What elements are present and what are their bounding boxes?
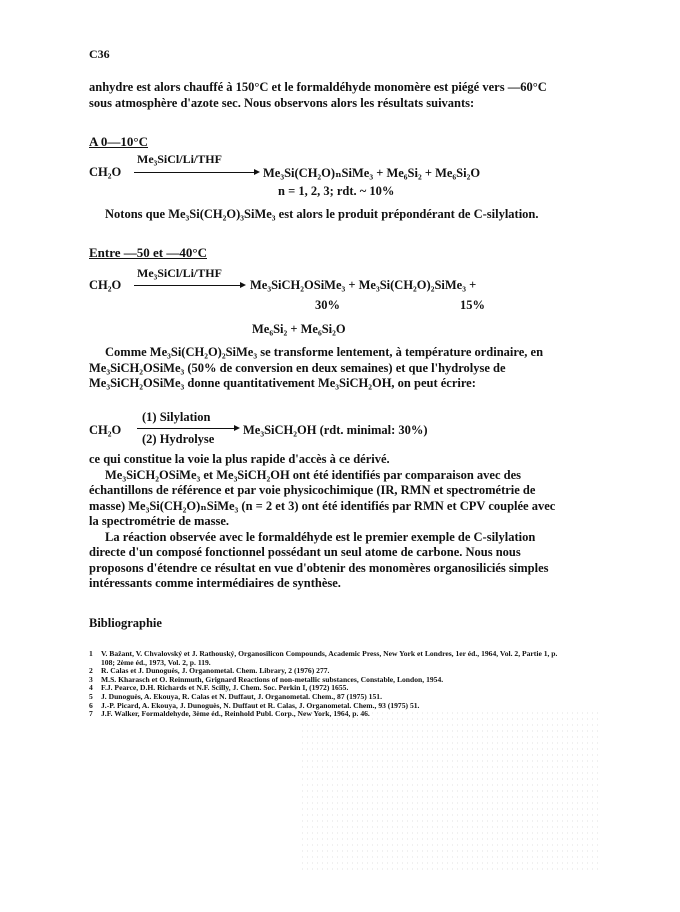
- eq2-reactant: CH₂O: [89, 278, 122, 292]
- eq2-product: Me₃SiCH₂OSiMe₃ + Me₃Si(CH₂O)₂SiMe₃ +: [250, 278, 477, 292]
- reference-item: [89, 650, 559, 667]
- eq2-yield1: 30%: [315, 298, 340, 312]
- final-paragraph: La réaction observée avec le formaldéhyde est le premier exemple de C-silylation directe d'un composé fonctionnel possédant un seul atome de carbone. Nous nous proposons d'étendre ce résultat en vue d'obtenir des monomères organosiliciés simples intéressants comme intermédiaires de synthèse.: [89, 529, 549, 590]
- reference-number: 3: [89, 674, 93, 684]
- reference-number: 4: [89, 683, 93, 693]
- eq2-yield2: 15%: [460, 298, 485, 312]
- section2-heading: Entre —50 et —40°C: [89, 245, 207, 260]
- eq3-reactant: CH₂O: [89, 423, 122, 437]
- eq3-step2: (2) Hydrolyse: [142, 432, 215, 446]
- eq3-step1: (1) Silylation: [142, 410, 211, 424]
- bibliography-title: Bibliographie: [89, 616, 162, 630]
- comme-paragraph: [89, 345, 559, 392]
- eq2-reagent: Me₃SiCl/Li/THF: [137, 266, 222, 280]
- note-paragraph: [89, 207, 559, 223]
- reference-text: R. Calas et J. Dunoguès, J. Organometal. Chem. Library, 2 (1976) 277.: [101, 666, 330, 676]
- comme-text: Comme Me₃Si(CH₂O)₂SiMe₃ se transforme lentement, à température ordinaire, en Me₃SiCH₂OSiMe₃ (50% de conversion en deux semaines) et que l'hydrolyse de Me₃SiCH₂OSiMe₃ donne quantitativement Me₃SiCH₂OH, on peut écrire:: [89, 345, 544, 390]
- eq1-reactant: CH₂O: [89, 165, 122, 179]
- intro-paragraph: [89, 80, 559, 111]
- reference-number: 7: [89, 709, 93, 719]
- conclusion-block: [89, 452, 559, 592]
- reference-text: J.-P. Picard, A. Ekouya, J. Dunoguès, N. Duffaut et R. Calas, J. Organometal. Chem., 93 (1975) 51.: [101, 700, 420, 710]
- scan-noise: [300, 710, 600, 870]
- eq1-condition: n = 1, 2, 3; rdt. ~ 10%: [278, 184, 395, 198]
- eq3-product: Me₃SiCH₂OH (rdt. minimal: 30%): [243, 423, 428, 437]
- reference-number: 5: [89, 691, 93, 701]
- page-number: C36: [89, 47, 110, 61]
- reference-text: M.S. Kharasch et O. Reinmuth, Grignard Reactions of non-metallic substances, Constable, London, 1954.: [101, 674, 444, 684]
- eq1-product: Me₃Si(CH₂O)ₙSiMe₃ + Me₆Si₂ + Me₆Si₂O: [263, 166, 481, 180]
- reference-text: J.F. Walker, Formaldehyde, 3ème éd., Reinhold Publ. Corp., New York, 1964, p. 46.: [101, 709, 370, 719]
- note-text: Notons que Me₃Si(CH₂O)₃SiMe₃ est alors le produit prépondérant de C-silylation.: [105, 207, 539, 221]
- reference-text: J. Dunoguès, A. Ekouya, R. Calas et N. Duffaut, J. Organometal. Chem., 87 (1975) 151.: [101, 691, 382, 701]
- reference-number: 2: [89, 666, 93, 676]
- reference-text: V. Bažant, V. Chvalovský et J. Rathouský, Organosilicon Compounds, Academic Press, New York et Londres, 1er éd., 1964, Vol. 2, Partie 1, p. 108; 2ème éd., 1973, Vol. 2, p. 119.: [101, 649, 558, 667]
- identification-paragraph: Me₃SiCH₂OSiMe₃ et Me₃SiCH₂OH ont été identifiés par comparaison avec des échantillons de référence et par voie physicochimique (IR, RMN et spectrométrie de masse) Me₃Si(CH₂O)ₙSiMe₃ (n = 2 et 3) ont été identifiés par RMN et CPV couplée avec la spectrométrie de masse.: [89, 467, 556, 528]
- eq2-byproducts: Me₆Si₂ + Me₆Si₂O: [252, 322, 346, 336]
- section1-heading: A 0—10°C: [89, 134, 149, 149]
- reference-number: 6: [89, 700, 93, 710]
- conclusion-line: ce qui constitue la voie la plus rapide d'accès à ce dérivé.: [89, 452, 390, 466]
- intro-text: anhydre est alors chauffé à 150°C et le formaldéhyde monomère est piégé vers —60°C sous atmosphère d'azote sec. Nous observons alors les résultats suivants:: [89, 80, 547, 110]
- reference-text: F.J. Pearce, D.H. Richards et N.F. Scilly, J. Chem. Soc. Perkin I, (1972) 1655.: [101, 683, 349, 693]
- reference-number: 1: [89, 649, 93, 658]
- reference-list: [89, 650, 559, 719]
- eq1-reagent: Me₃SiCl/Li/THF: [137, 152, 222, 166]
